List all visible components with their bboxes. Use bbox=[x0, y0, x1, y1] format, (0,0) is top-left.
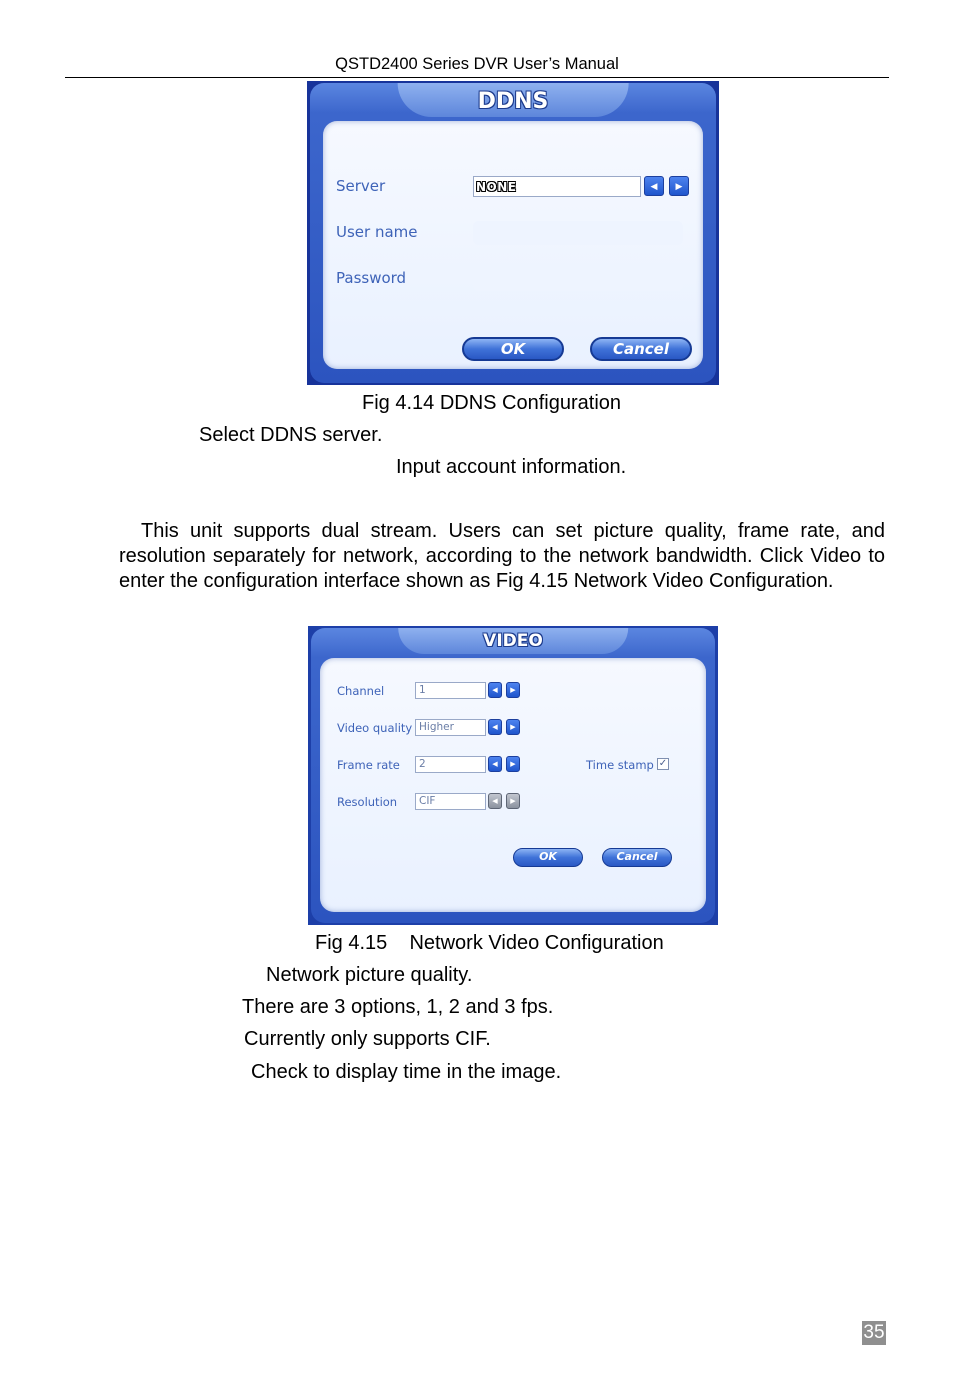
server-value: NONE bbox=[476, 180, 517, 194]
video-ok-button[interactable]: OK bbox=[513, 848, 583, 867]
channel-prev-arrow-icon[interactable]: ◀ bbox=[488, 682, 502, 698]
frame-rate-field[interactable] bbox=[415, 756, 486, 773]
channel-field[interactable] bbox=[415, 682, 486, 699]
video-quality-note: Network picture quality. bbox=[266, 964, 473, 986]
resolution-value: CIF bbox=[419, 795, 436, 807]
ddns-dialog-screenshot bbox=[307, 81, 719, 385]
video-dialog-screenshot bbox=[308, 626, 718, 925]
frame-rate-value: 2 bbox=[419, 758, 426, 770]
frame-rate-label: Frame rate bbox=[337, 758, 400, 772]
video-quality-value: Higher bbox=[419, 721, 454, 733]
ddns-dialog-panel bbox=[323, 121, 703, 369]
resolution-prev-arrow-icon: ◀ bbox=[488, 793, 502, 809]
channel-value: 1 bbox=[419, 684, 426, 696]
password-field[interactable] bbox=[473, 267, 683, 291]
server-prev-arrow-icon[interactable]: ◀ bbox=[644, 176, 664, 196]
ddns-account-note: Input account information. bbox=[396, 456, 627, 478]
resolution-label: Resolution bbox=[337, 795, 398, 809]
resolution-field[interactable] bbox=[415, 793, 486, 810]
ddns-cancel-button[interactable]: Cancel bbox=[590, 337, 692, 361]
ddns-ok-button[interactable]: OK bbox=[462, 337, 564, 361]
time-stamp-label: Time stamp bbox=[586, 758, 654, 772]
video-quality-prev-arrow-icon[interactable]: ◀ bbox=[488, 719, 502, 735]
fig-4-14-caption: Fig 4.14 DDNS Configuration bbox=[362, 392, 622, 414]
password-label: Password bbox=[336, 269, 407, 287]
page-number: 35 bbox=[863, 1322, 885, 1343]
channel-label: Channel bbox=[337, 684, 385, 698]
server-label: Server bbox=[336, 177, 386, 195]
time-stamp-note: Check to display time in the image. bbox=[251, 1061, 562, 1083]
username-label: User name bbox=[336, 223, 418, 241]
time-stamp-checkbox[interactable]: ✓ bbox=[658, 758, 668, 769]
username-field[interactable] bbox=[473, 221, 683, 245]
frame-rate-note: There are 3 options, 1, 2 and 3 fps. bbox=[242, 996, 554, 1018]
server-field[interactable] bbox=[473, 176, 641, 197]
video-quality-next-arrow-icon[interactable]: ▶ bbox=[506, 719, 520, 735]
frame-rate-next-arrow-icon[interactable]: ▶ bbox=[506, 756, 520, 772]
channel-next-arrow-icon[interactable]: ▶ bbox=[506, 682, 520, 698]
ddns-server-note: Select DDNS server. bbox=[199, 424, 383, 446]
frame-rate-prev-arrow-icon[interactable]: ◀ bbox=[488, 756, 502, 772]
resolution-next-arrow-icon: ▶ bbox=[506, 793, 520, 809]
video-dialog-title: VIDEO bbox=[483, 631, 543, 651]
resolution-note: Currently only supports CIF. bbox=[244, 1028, 491, 1050]
video-quality-field[interactable] bbox=[415, 719, 486, 736]
server-next-arrow-icon[interactable]: ▶ bbox=[669, 176, 689, 196]
manual-header-title: QSTD2400 Series DVR User’s Manual bbox=[335, 55, 619, 73]
video-quality-label: Video quality bbox=[337, 721, 413, 735]
video-cancel-button[interactable]: Cancel bbox=[602, 848, 672, 867]
dual-stream-paragraph: This unit supports dual stream. Users can set picture quality, frame rate, and resolution separately for network, according to the network bandwidth. Click Video to enter the configuration interface shown as Fig 4.15 Network Video Configuration. bbox=[119, 520, 885, 592]
header-divider bbox=[65, 77, 889, 78]
fig-4-15-caption: Fig 4.15 Network Video Configuration bbox=[315, 932, 664, 954]
ddns-dialog-title: DDNS bbox=[477, 89, 549, 114]
